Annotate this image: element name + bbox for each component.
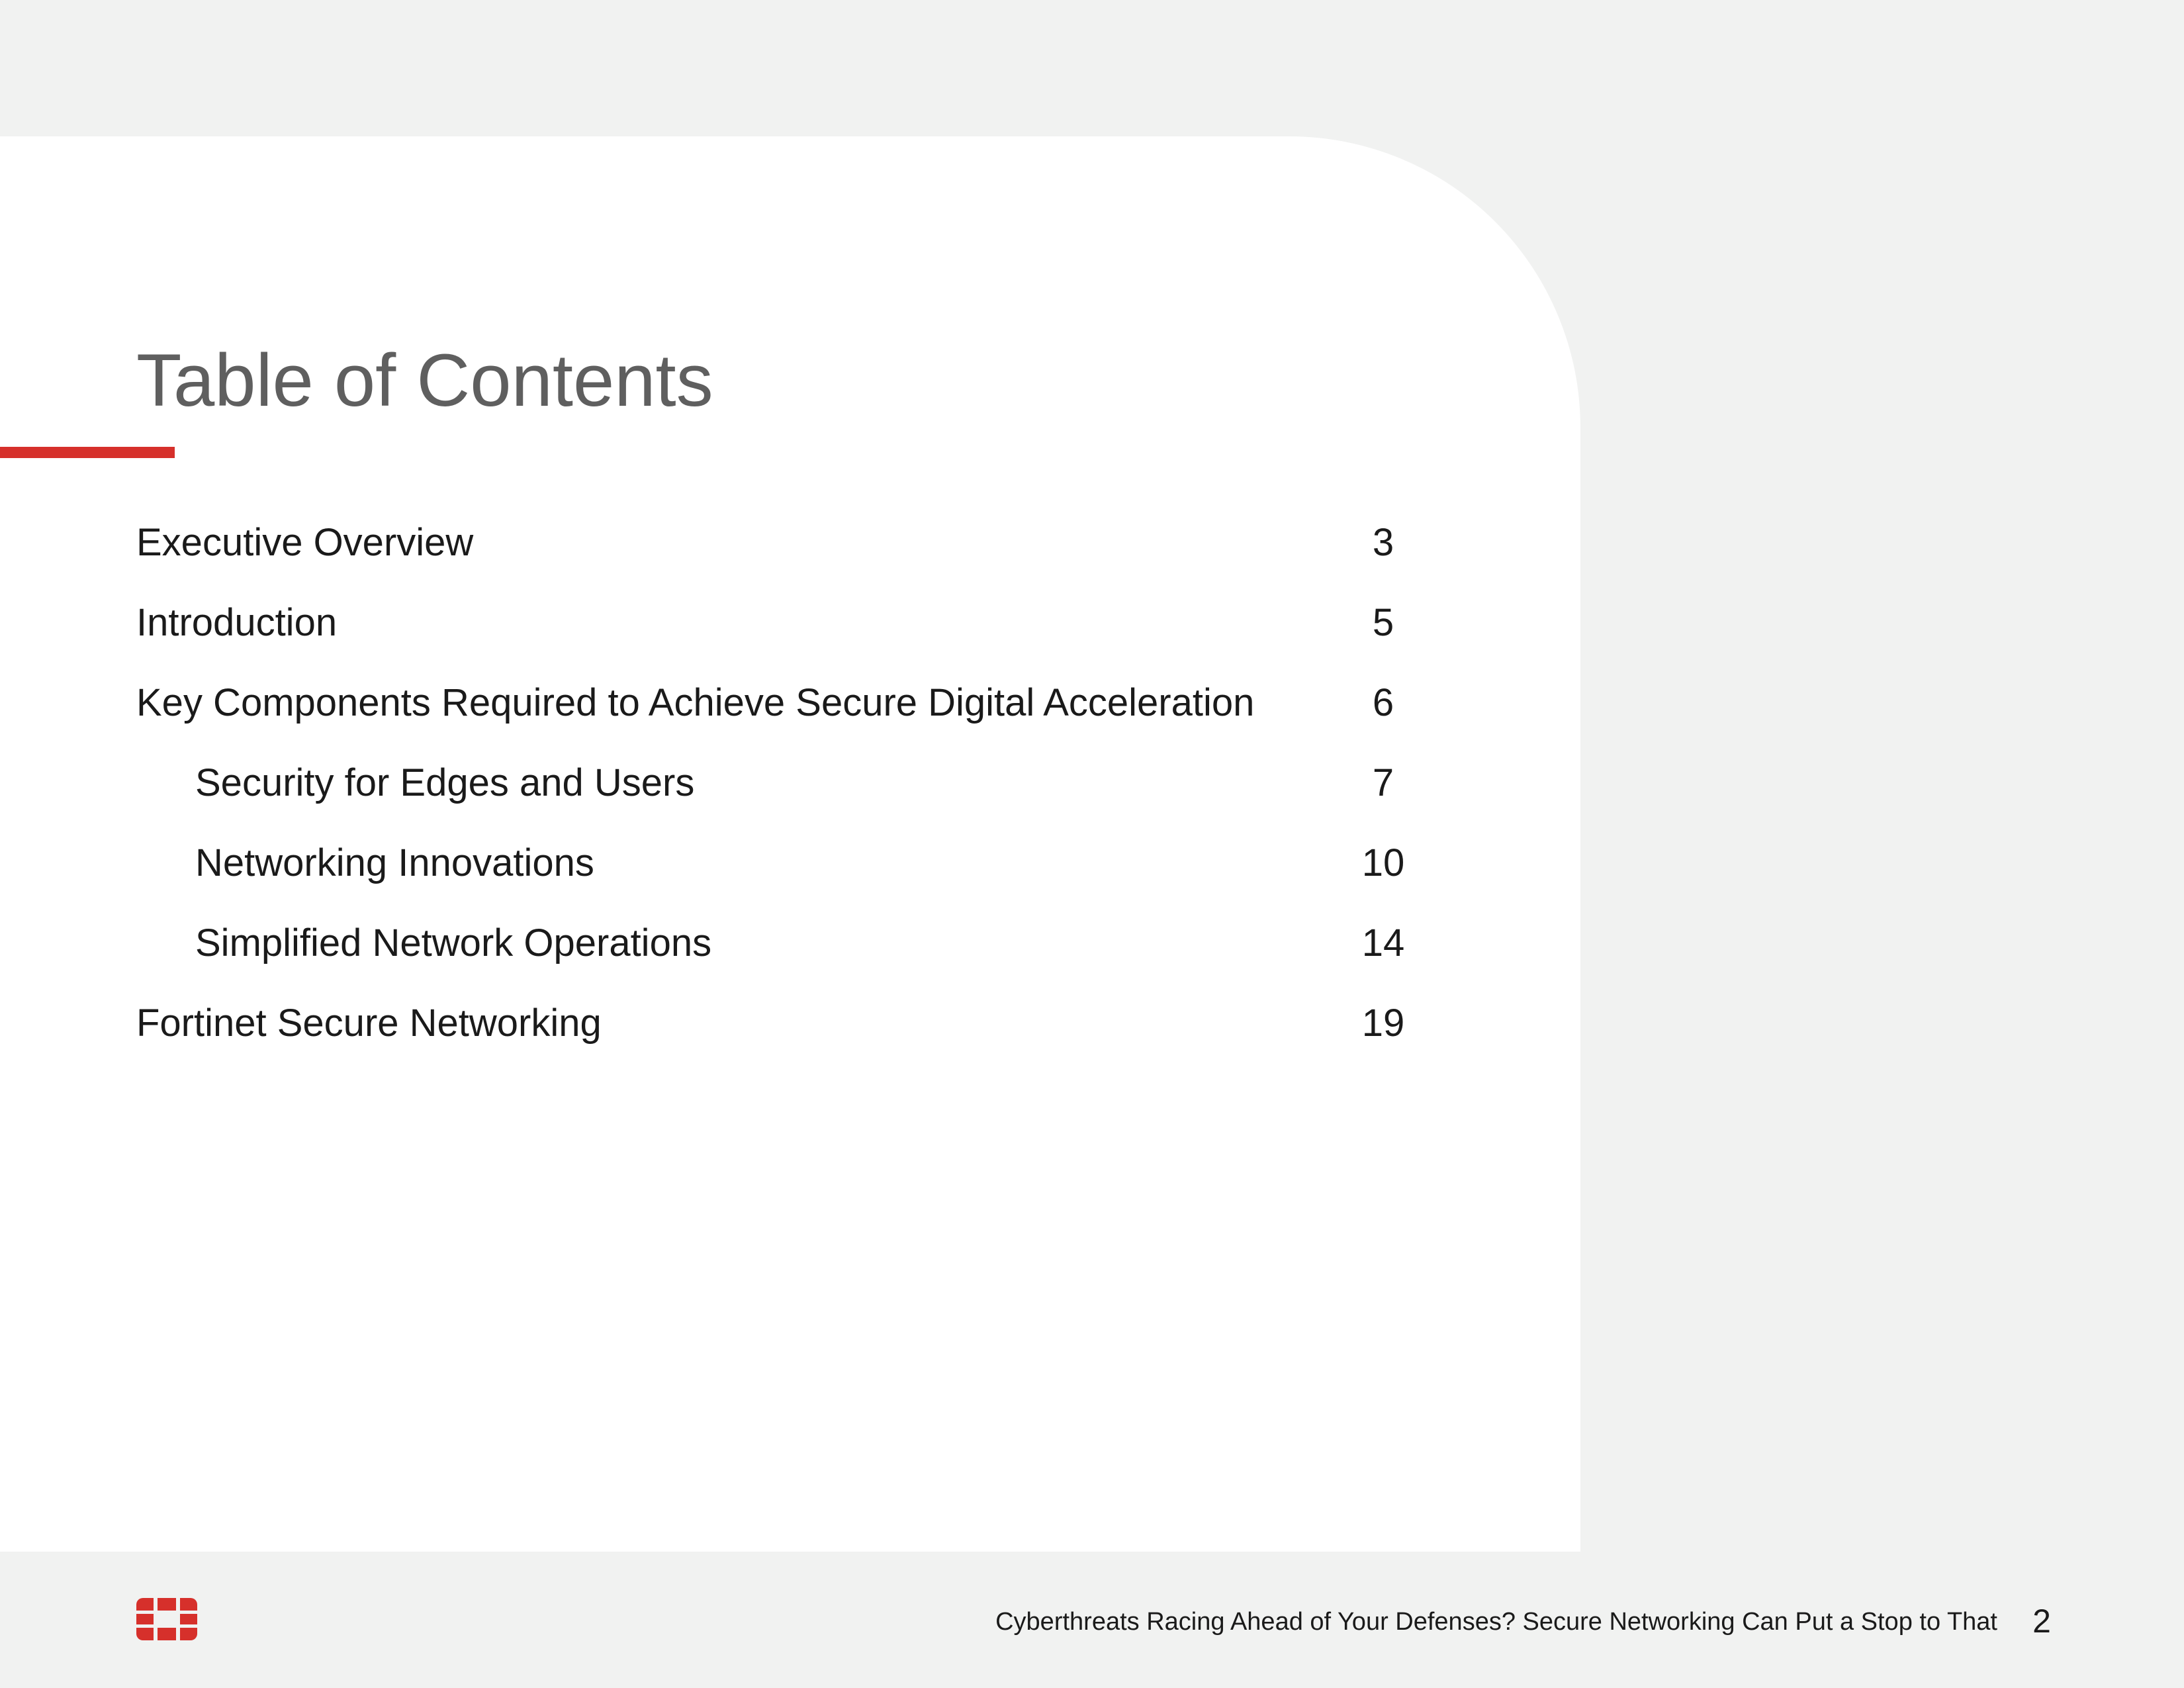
toc-entry-page: 5	[1372, 601, 1394, 644]
footer-document-title: Cyberthreats Racing Ahead of Your Defenses? Secure Networking Can Put a Stop to That	[995, 1608, 1997, 1636]
toc-entry-label: Fortinet Secure Networking	[136, 1002, 602, 1045]
page-title: Table of Contents	[136, 339, 713, 422]
toc-entry-page: 19	[1361, 1002, 1405, 1045]
toc-entry-label: Simplified Network Operations	[195, 921, 712, 964]
toc-entry[interactable]	[0, 987, 1580, 1060]
toc-entry-page: 14	[1361, 921, 1405, 964]
toc-entry[interactable]	[0, 907, 1580, 980]
toc-entry-page: 6	[1372, 681, 1394, 724]
toc-entry-page: 7	[1372, 761, 1394, 804]
toc-entry-label: Introduction	[136, 601, 338, 644]
toc-entry-label: Executive Overview	[136, 521, 474, 564]
toc-entry-page: 3	[1372, 521, 1394, 564]
toc-entry-label: Key Components Required to Achieve Secure Digital Acceleration	[136, 681, 1255, 724]
toc-entry[interactable]	[0, 827, 1580, 900]
footer-page-number: 2	[2032, 1603, 2051, 1640]
toc-entry-page: 10	[1361, 841, 1405, 884]
toc-entry[interactable]	[0, 747, 1580, 820]
toc-entry[interactable]	[0, 506, 1580, 579]
toc-entry-label: Security for Edges and Users	[195, 761, 695, 804]
toc-entry[interactable]	[0, 586, 1580, 659]
toc-entry[interactable]	[0, 667, 1580, 739]
fortinet-logo-icon	[136, 1598, 197, 1640]
toc-entry-label: Networking Innovations	[195, 841, 594, 884]
title-accent-bar	[0, 447, 175, 458]
